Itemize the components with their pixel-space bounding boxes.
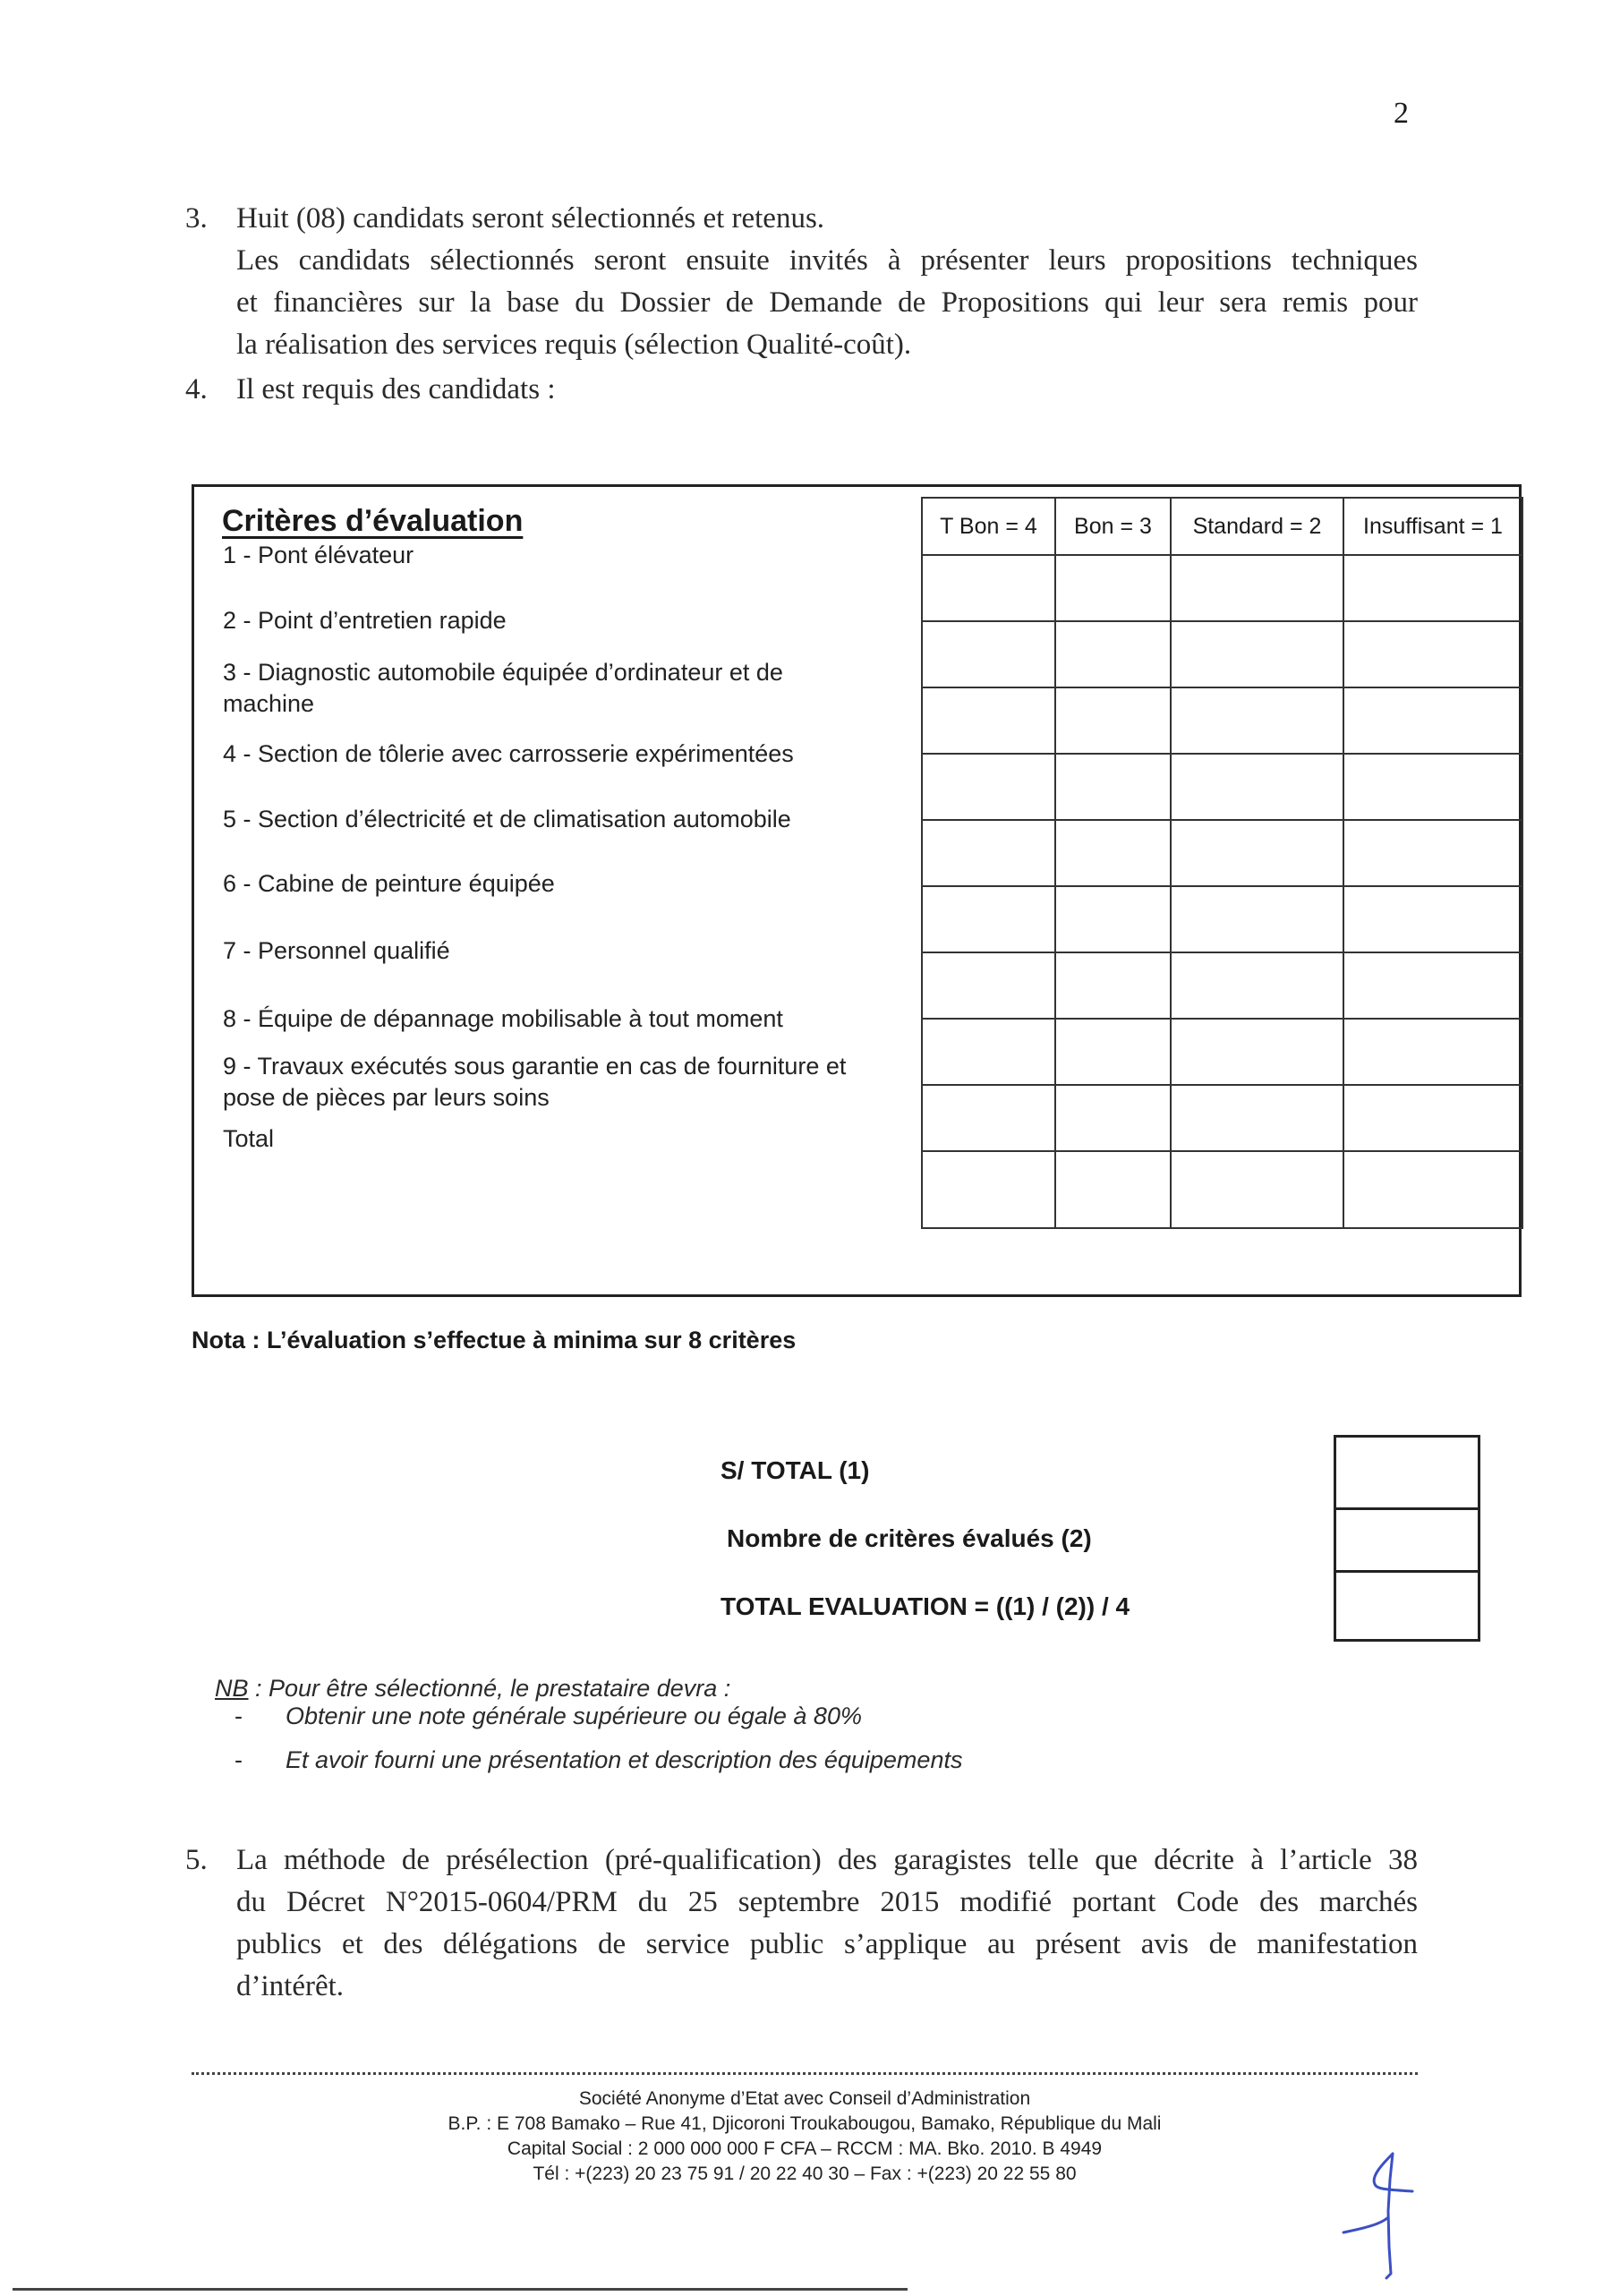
table-row: [922, 621, 1522, 687]
criterion-label: 9 - Travaux exécutés sous garantie en cas de fourniture et pose de pièces par leurs soins: [223, 1053, 847, 1111]
criterion-label: 7 - Personnel qualifié: [223, 937, 450, 964]
total-cell[interactable]: [1171, 1151, 1343, 1228]
nb-key: NB: [215, 1675, 249, 1702]
nb-bullet-text: Obtenir une note générale supérieure ou égale à 80%: [286, 1703, 862, 1729]
score-cell[interactable]: [1055, 687, 1171, 754]
item-number: 5.: [185, 1844, 208, 1876]
table-row: [922, 820, 1522, 886]
score-grid: [921, 497, 1523, 1229]
table-row: [922, 555, 1522, 621]
table-row: [922, 886, 1522, 952]
item-5-line-3: publics et des délégations de service public s’applique au présent avis de manifestation: [236, 1928, 1418, 1960]
column-header-bon: Bon = 3: [1055, 498, 1171, 555]
score-cell[interactable]: [1171, 555, 1343, 621]
footer-line-3: Capital Social : 2 000 000 000 F CFA – RCCM : MA. Bko. 2010. B 4949: [507, 2138, 1103, 2159]
subtotal-label: S/ TOTAL (1): [720, 1456, 870, 1484]
page-number: 2: [1394, 97, 1409, 130]
score-cell[interactable]: [1055, 820, 1171, 886]
column-header-standard: Standard = 2: [1171, 498, 1343, 555]
score-cell[interactable]: [1343, 1085, 1522, 1151]
item-5-line-4: d’intérêt.: [236, 1970, 345, 2002]
criteria-count-label: Nombre de critères évalués (2): [727, 1524, 1092, 1552]
total-evaluation-box[interactable]: [1334, 1570, 1480, 1642]
footer-line-1: Société Anonyme d’Etat avec Conseil d’Administration: [578, 2088, 1031, 2109]
page-bottom-rule: [13, 2288, 908, 2291]
criterion-label: 3 - Diagnostic automobile équipée d’ordinateur et de machine: [223, 659, 783, 717]
score-cell[interactable]: [1171, 886, 1343, 952]
criteria-title: Critères d’évaluation: [222, 504, 524, 538]
item-3-heading: Huit (08) candidats seront sélectionnés et retenus.: [236, 202, 825, 235]
subtotal-box[interactable]: [1334, 1435, 1480, 1510]
footer-line-4: Tél : +(223) 20 23 75 91 / 20 22 40 30 – Fax : +(223) 20 22 55 80: [533, 2164, 1077, 2184]
score-cell[interactable]: [922, 820, 1055, 886]
footer-line-2: B.P. : E 708 Bamako – Rue 41, Djicoroni Troukabougou, Bamako, République du Mali: [448, 2113, 1162, 2134]
score-cell[interactable]: [1171, 820, 1343, 886]
nb-note: [215, 1671, 730, 1705]
score-cell[interactable]: [1343, 1019, 1522, 1085]
criterion-label: 6 - Cabine de peinture équipée: [223, 870, 555, 897]
score-cell[interactable]: [922, 886, 1055, 952]
dash-icon: -: [234, 1703, 243, 1729]
criteria-count-box[interactable]: [1334, 1507, 1480, 1573]
item-number: 4.: [185, 373, 208, 405]
item-3-line-3: la réalisation des services requis (sélection Qualité-coût).: [236, 329, 912, 361]
score-cell[interactable]: [1055, 555, 1171, 621]
score-cell[interactable]: [1171, 1019, 1343, 1085]
table-row: [922, 687, 1522, 754]
score-cell[interactable]: [922, 555, 1055, 621]
score-cell[interactable]: [1055, 1085, 1171, 1151]
total-cell[interactable]: [1343, 1151, 1522, 1228]
score-cell[interactable]: [1055, 1019, 1171, 1085]
score-cell[interactable]: [922, 952, 1055, 1019]
score-cell[interactable]: [1055, 886, 1171, 952]
score-cell[interactable]: [1343, 754, 1522, 820]
score-cell[interactable]: [1055, 754, 1171, 820]
score-cell[interactable]: [922, 687, 1055, 754]
item-5-line-2: du Décret N°2015-0604/PRM du 25 septembre 2015 modifié portant Code des marchés: [236, 1886, 1418, 1918]
table-row: [922, 754, 1522, 820]
total-evaluation-label: TOTAL EVALUATION = ((1) / (2)) / 4: [720, 1592, 1130, 1620]
score-cell[interactable]: [1343, 952, 1522, 1019]
score-cell[interactable]: [1343, 555, 1522, 621]
nota-text: Nota : L’évaluation s’effectue à minima sur 8 critères: [192, 1327, 797, 1353]
total-label: Total: [223, 1125, 275, 1152]
item-5-line-1: La méthode de présélection (pré-qualification) des garagistes telle que décrite à l’article 38: [236, 1844, 1418, 1876]
nb-intro: : Pour être sélectionné, le prestataire devra :: [248, 1675, 731, 1702]
total-cell[interactable]: [1055, 1151, 1171, 1228]
total-row: [922, 1151, 1522, 1228]
score-cell[interactable]: [1171, 754, 1343, 820]
score-cell[interactable]: [1343, 621, 1522, 687]
column-header-tres-bon: T Bon = 4: [922, 498, 1055, 555]
score-cell[interactable]: [922, 754, 1055, 820]
table-row: [922, 1085, 1522, 1151]
total-cell[interactable]: [922, 1151, 1055, 1228]
nb-bullet-text: Et avoir fourni une présentation et description des équipements: [286, 1746, 963, 1773]
column-header-insuffisant: Insuffisant = 1: [1343, 498, 1522, 555]
score-cell[interactable]: [1343, 886, 1522, 952]
score-cell[interactable]: [1171, 687, 1343, 754]
score-cell[interactable]: [1171, 952, 1343, 1019]
item-number: 3.: [185, 202, 208, 235]
score-cell[interactable]: [922, 621, 1055, 687]
criterion-label: 8 - Équipe de dépannage mobilisable à tout moment: [223, 1005, 783, 1032]
table-row: [922, 1019, 1522, 1085]
criterion-label: 1 - Pont élévateur: [223, 542, 414, 568]
criterion-label: 4 - Section de tôlerie avec carrosserie expérimentées: [223, 740, 794, 767]
dash-icon: -: [234, 1746, 243, 1773]
score-cell[interactable]: [922, 1019, 1055, 1085]
footer-divider: [192, 2072, 1418, 2075]
criterion-label: 2 - Point d’entretien rapide: [223, 607, 507, 634]
score-header-row: [922, 498, 1522, 555]
score-cell[interactable]: [1055, 952, 1171, 1019]
table-row: [922, 952, 1522, 1019]
score-cell[interactable]: [1343, 820, 1522, 886]
criterion-label: 5 - Section d’électricité et de climatisation automobile: [223, 806, 791, 832]
score-cell[interactable]: [1171, 1085, 1343, 1151]
score-cell[interactable]: [1055, 621, 1171, 687]
score-cell[interactable]: [922, 1085, 1055, 1151]
item-3-line-1: Les candidats sélectionnés seront ensuite invités à présenter leurs propositions techniques: [236, 244, 1418, 277]
score-cell[interactable]: [1343, 687, 1522, 754]
item-3-line-2: et financières sur la base du Dossier de Demande de Propositions qui leur sera remis pour: [236, 286, 1418, 319]
item-4-text: Il est requis des candidats :: [236, 373, 556, 405]
score-cell[interactable]: [1171, 621, 1343, 687]
handwritten-initial-icon: [1325, 2139, 1423, 2296]
